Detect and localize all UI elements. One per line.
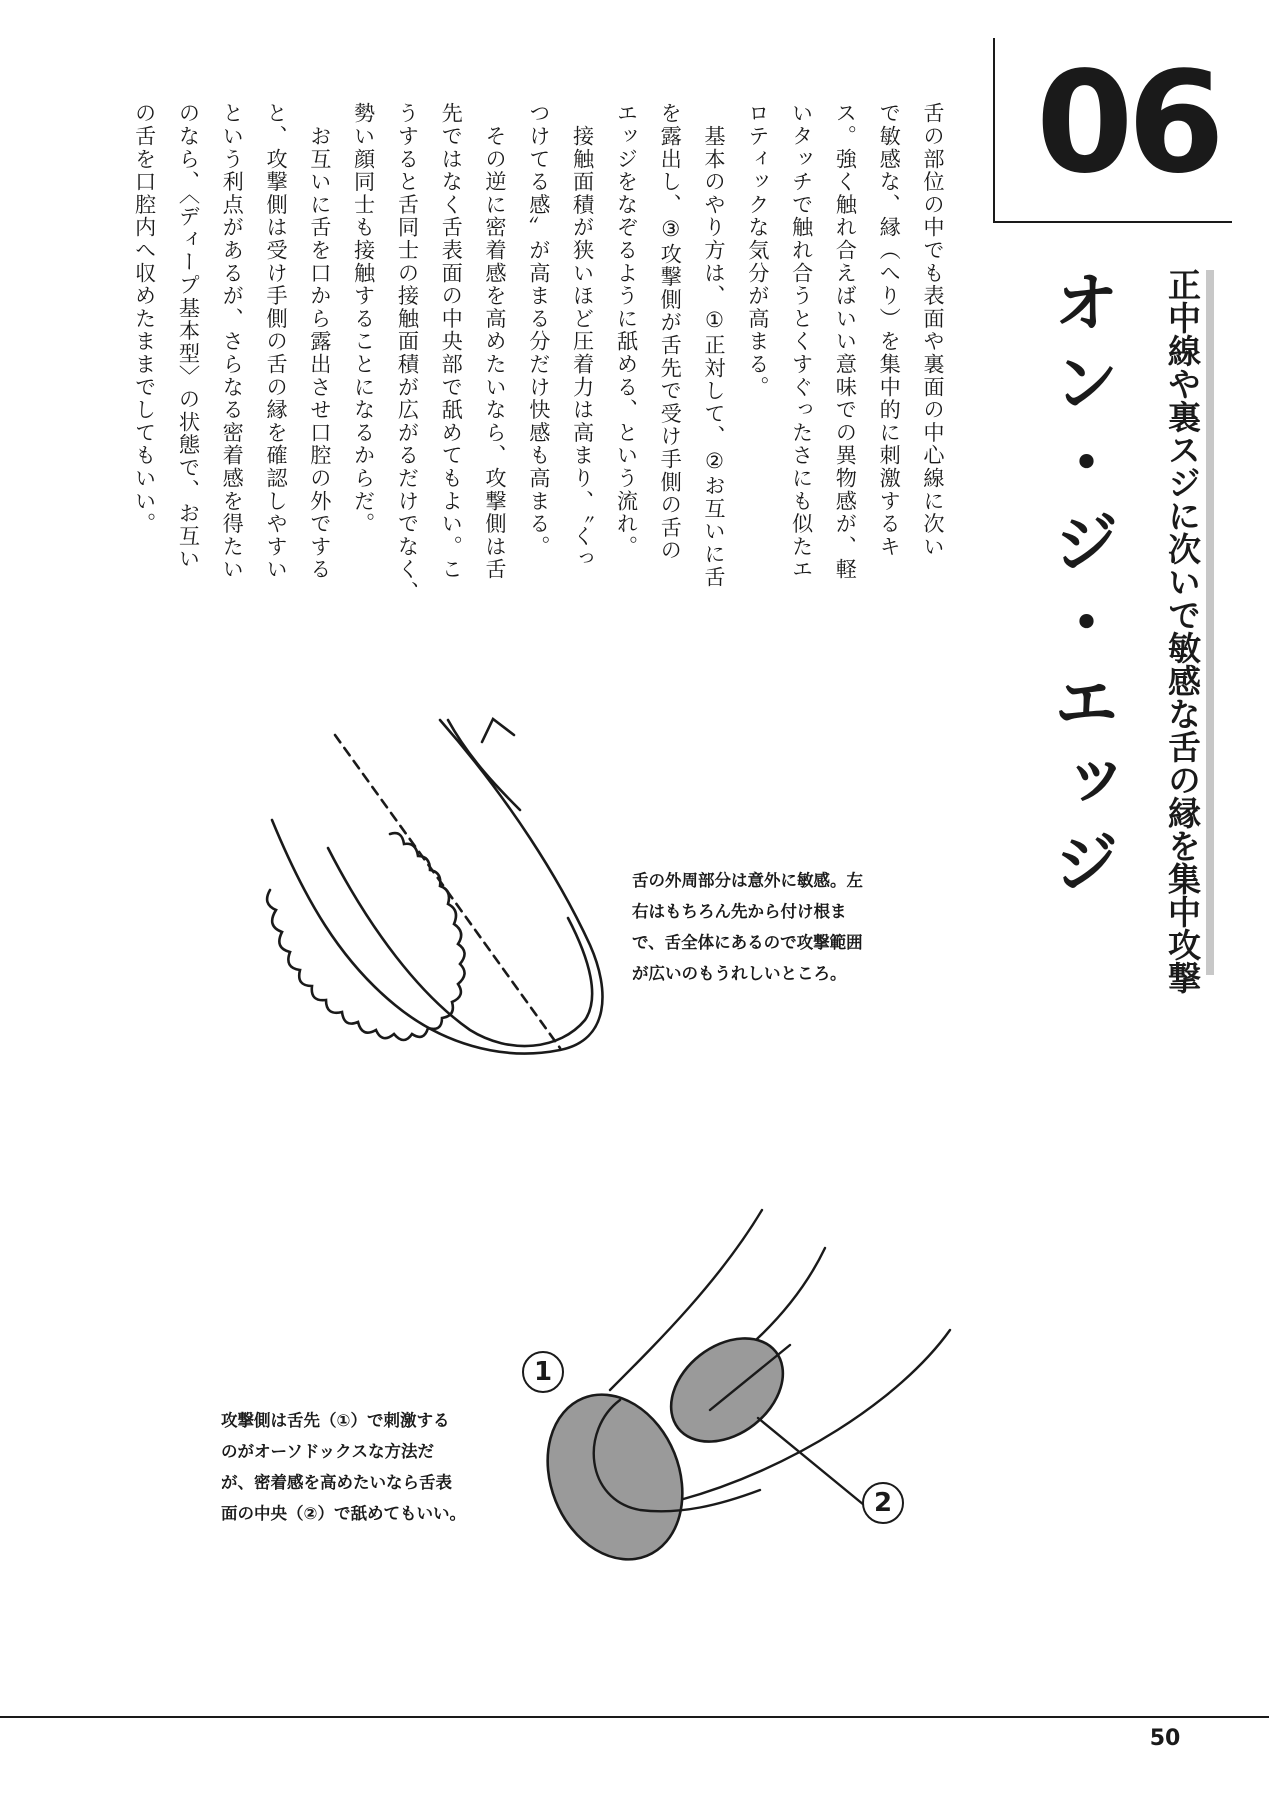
- figure-1-caption: 舌の外周部分は意外に敏感。左 右はもちろん先から付け根ま で、舌全体にあるので攻撃範囲 が広いのもうれしいところ。: [632, 870, 863, 983]
- page-number: 50: [1149, 1726, 1181, 1751]
- body-text: 舌の部位の中でも表面や裏面の中心線に次い で敏感な、縁（へり）を集中的に刺激するキ ス。強く触れ合えばいい意味での異物感が、軽 いタッチで触れ合うとくすぐったさにも似たエ ロティックな気分が高まる。 基本のやり方は、①正対して、②お互いに舌 を露出し、③攻撃側が舌先で受け手側の舌の エッジをなぞるように舐める、という流れ。 接触面積が狭いほど圧着力は高まり、〝くっ つけてる感〟が高まる分だけ快感も高まる。 その逆に密着感を高めたいなら、攻撃側は舌 先ではなく舌表面の中央部で舐めてもよい。こ うすると舌同士の接触面積が広がるだけでなく、 勢い顔同士も接触することになるからだ。 お互いに舌を口から露出させ口腔の外でする と、攻撃側は受け手側の舌の縁を確認しやすい という利点があるが、さらなる密着感を得たい のなら、〈ディープ基本型〉の状態で、お互い の舌を口腔内へ収めたままでしてもいい。: [132, 102, 946, 604]
- chapter-title: オン・ジ・エッジ: [1042, 268, 1119, 908]
- footer-rule: [0, 1716, 1269, 1718]
- marker-2-icon: 2: [862, 1482, 904, 1524]
- chapter-subtitle: 正中線や裏スジに次いで敏感な舌の縁を集中攻撃: [1163, 268, 1202, 994]
- chapter-number: 06: [1036, 42, 1219, 205]
- marker-1-icon: 1: [522, 1351, 564, 1393]
- contact-area-2: [651, 1317, 803, 1463]
- marker-2-leader-line: [758, 1418, 864, 1505]
- figure-2-caption: 攻撃側は舌先（①）で刺激する のがオーソドックスな方法だ が、密着感を高めたいなら舌表 面の中央（②）で舐めてもいい。: [221, 1410, 466, 1523]
